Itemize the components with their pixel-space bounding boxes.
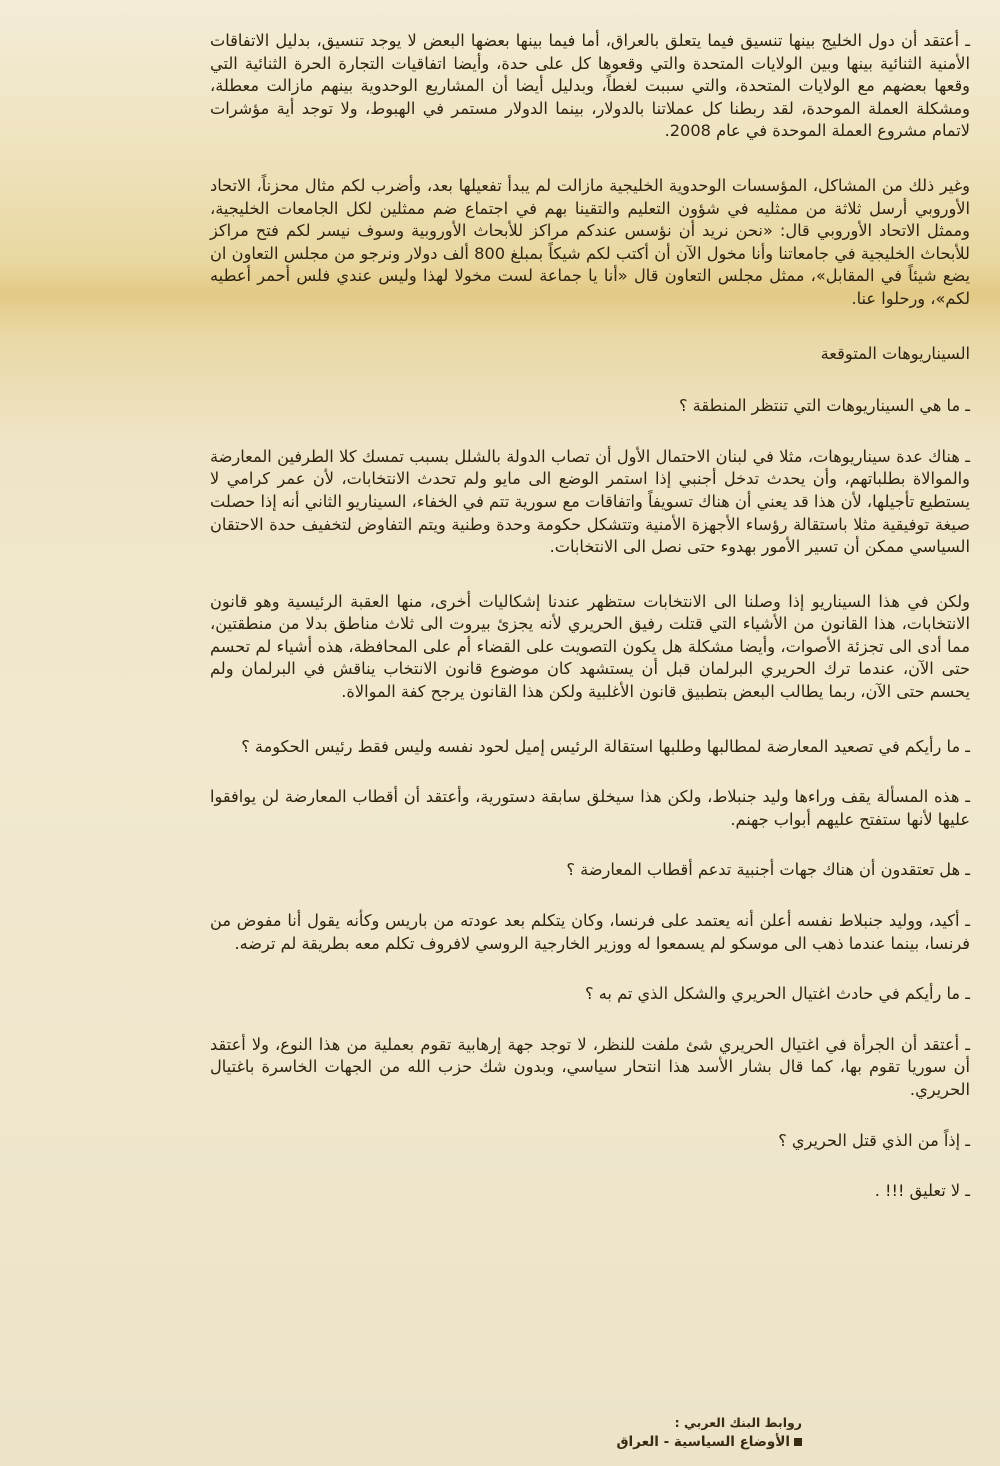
answer-no-comment: ـ لا تعليق !!! . bbox=[874, 1181, 970, 1201]
question-who-killed: ـ إذاً من الذي قتل الحريري ؟ bbox=[778, 1130, 970, 1150]
answer-gulf-coordination: ـ أعتقد أن دول الخليج بينها تنسيق فيما يتعلق بالعراق، أما فيما بينها بعضها البعض لا يوجد تنسيق، بدليل الاتفاقات الأمنية الثنائية بينها وبين الولايات المتحدة والتي وقعوها كل على حدة، وأيضا اتفاقيات التجارة الحرة الثنائية التي وقعها بعضهم مع الولايات المتحدة، والتي سببت لغطاً، وبدليل أيضا أن المشاريع الوحدوية بينهم مازالت معطلة، ومشكلة العملة الموحدة، لقد ربطنا كل عملاتنا بالدولار، بينما الدولار مستمر في الهبوط، ولا توجد أية مؤشرات لاتمام مشروع العملة الموحدة في عام 2008. bbox=[210, 31, 970, 141]
square-bullet-icon bbox=[794, 1438, 802, 1446]
question-scenarios: ـ ما هي السيناريوهات التي تنتظر المنطقة ؟ bbox=[678, 396, 970, 416]
article-body bbox=[210, 30, 970, 1235]
paragraph-gulf-institutions: وغير ذلك من المشاكل، المؤسسات الوحدوية الخليجية مازالت لم يبدأ تفعيلها بعد، وأضرب لكم مثال محزناً، الاتحاد الأوروبي أرسل ثلاثة من ممثليه في شؤون التعليم والتقينا بهم في اجتماع ضم ممثلين لكل الجامعات الخليجية، وممثل الاتحاد الأوروبي قال: «نحن نريد أن نؤسس عندكم مراكز للأبحاث الأوروبية وسوف نيسر لكم فتح مراكز للأبحاث الخليجية في جامعاتنا وأنا مخول الآن أن أكتب لكم شيكاً بمبلغ 800 ألف دولار ونرجو من مجلس التعاون ان يضع شيئاً في المقابل»، ممثل مجلس التعاون قال «أنا يا جماعة لست مخولا لهذا وليس عندي فلس أحمر أعطيه لكم»، ورحلوا عنا. bbox=[210, 175, 970, 308]
section-heading: السيناريوهات المتوقعة bbox=[820, 343, 970, 363]
question-assassination: ـ ما رأيكم في حادث اغتيال الحريري والشكل الذي تم به ؟ bbox=[585, 984, 970, 1004]
answer-assassination: ـ أعتقد أن الجرأة في اغتيال الحريري شئ ملفت للنظر، لا توجد جهة إرهابية تقوم بعملية من هذا النوع، ولا أعتقد أن سوريا تقوم بها، كما قال بشار الأسد هذا انتحار سياسي، وبدون شك حزب الله من الجهات الخاسرة باغتيال الحريري. bbox=[210, 1034, 970, 1099]
answer-opposition-escalation: ـ هذه المسألة يقف وراءها وليد جنبلاط، ولكن هذا سيخلق سابقة دستورية، وأعتقد أن أقطاب المعارضة لن يوافقوا عليها لأنها ستفتح عليهم أبواب جهنم. bbox=[210, 787, 970, 829]
answer-foreign-support: ـ أكيد، ووليد جنبلاط نفسه أعلن أنه يعتمد على فرنسا، وكان يتكلم بعد عودته من باريس وكأنه يقول أنا مفوض من فرنسا، بينما عندما ذهب الى موسكو لم يسمعوا له ووزير الخارجية الروسي لافروف تكلم معه بطريقة لم ترضه. bbox=[210, 911, 970, 953]
paragraph-election-law: ولكن في هذا السيناريو إذا وصلنا الى الانتخابات ستظهر عندنا إشكاليات أخرى، منها العقبة الرئيسية وهو قانون الانتخابات، هذا القانون من الأشياء التي قتلت رفيق الحريري لأنه يجزئ بيروت الى ثلاث مناطق بدلا من منطقتين، مما أدى الى تجزئة الأصوات، وأيضا مشكلة هل يكون التصويت على القضاء أم على المحافظة، هذه أشياء لم تحسم حتى الآن، عندما ترك الحريري البرلمان قبل أن يستشهد كان موضوع قانون الانتخاب يناقش في البرلمان ولم يحسم حتى الآن، ربما يطالب البعض بتطبيق قانون الأغلبية ولكن هذا القانون يرجح كفة الموالاة. bbox=[210, 591, 970, 702]
related-links-label: روابط البنك العربي : bbox=[674, 1415, 802, 1430]
question-opposition-escalation: ـ ما رأيكم في تصعيد المعارضة لمطالبها وطلبها استقالة الرئيس إميل لحود نفسه وليس فقط رئيس الحكومة ؟ bbox=[241, 736, 970, 756]
question-foreign-support: ـ هل تعتقدون أن هناك جهات أجنبية تدعم أقطاب المعارضة ؟ bbox=[566, 860, 970, 880]
related-link-item[interactable] bbox=[616, 1432, 802, 1452]
related-link-text[interactable]: الأوضاع السياسية - العراق bbox=[616, 1434, 790, 1450]
answer-scenarios: ـ هناك عدة سيناريوهات، مثلا في لبنان الاحتمال الأول أن تصاب الدولة بالشلل بسبب تمسك كلا الطرفين المعارضة والموالاة بطلباتهم، وأن يحدث تدخل أجنبي إذا استمر الوضع الى مايو ولم تحدث الانتخابات، لأن عمر كرامي لا يستطيع تأجيلها، لأن هذا قد يعني أن هناك تسويفاً واتفاقات مع سورية تتم في الخفاء، السيناريو الثاني أنه إذا حصلت صيغة توفيقية مثلا باستقالة رؤساء الأجهزة الأمنية وتتشكل حكومة وحدة وطنية ويتم التفاوض لتخفيف حدة الاحتقان السياسي ممكن أن تسير الأمور بهدوء حتى نصل الى الانتخابات. bbox=[210, 446, 970, 557]
related-links bbox=[616, 1414, 802, 1452]
